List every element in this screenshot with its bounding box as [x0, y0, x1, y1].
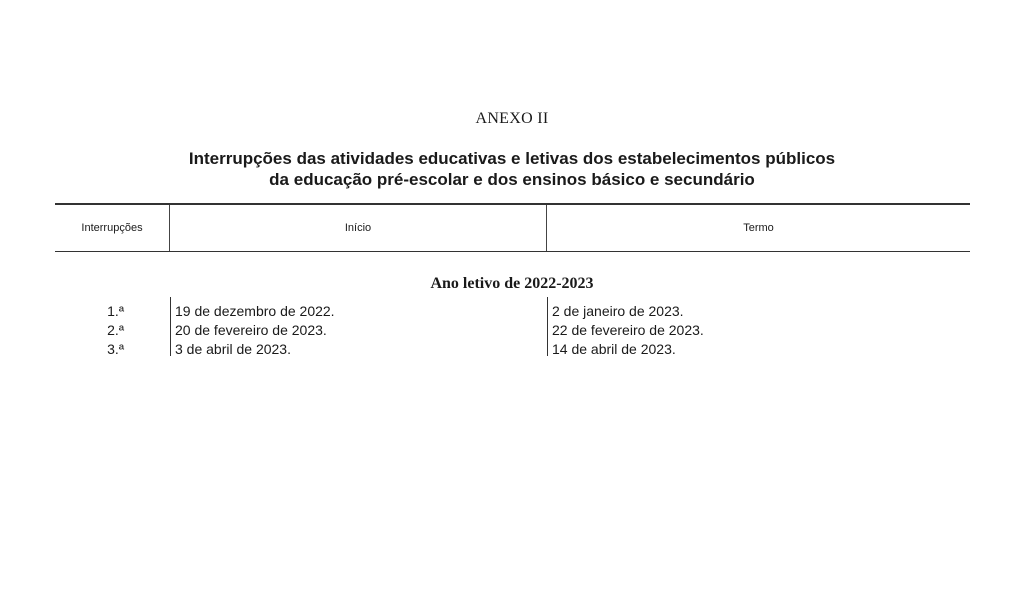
- row-ordinal: 1.ª: [107, 303, 124, 319]
- row-inicio: 20 de fevereiro de 2023.: [175, 322, 327, 338]
- row-termo: 22 de fevereiro de 2023.: [552, 322, 704, 338]
- header-interrupcoes: Interrupções: [55, 205, 170, 251]
- header-inicio: Início: [170, 205, 547, 251]
- annex-label: ANEXO II: [475, 110, 549, 127]
- header-termo: Termo: [743, 222, 774, 234]
- row-ordinal: 3.ª: [107, 341, 124, 357]
- row-termo: 14 de abril de 2023.: [552, 341, 676, 357]
- table-row: [55, 340, 970, 359]
- title-line-1: Interrupções das atividades educativas e letivas dos estabelecimentos públicos: [188, 149, 836, 168]
- row-inicio: 19 de dezembro de 2022.: [175, 303, 335, 319]
- table-body: [55, 302, 970, 359]
- table-row: [55, 302, 970, 321]
- table-row: [55, 321, 970, 340]
- title-line-2: da educação pré-escolar e dos ensinos básico e secundário: [269, 170, 755, 189]
- row-ordinal: 2.ª: [107, 322, 124, 338]
- row-inicio: 3 de abril de 2023.: [175, 341, 291, 357]
- document-title: [0, 148, 1024, 190]
- row-termo: 2 de janeiro de 2023.: [552, 303, 684, 319]
- school-year-heading: Ano letivo de 2022-2023: [430, 275, 594, 292]
- table-header: [55, 203, 970, 252]
